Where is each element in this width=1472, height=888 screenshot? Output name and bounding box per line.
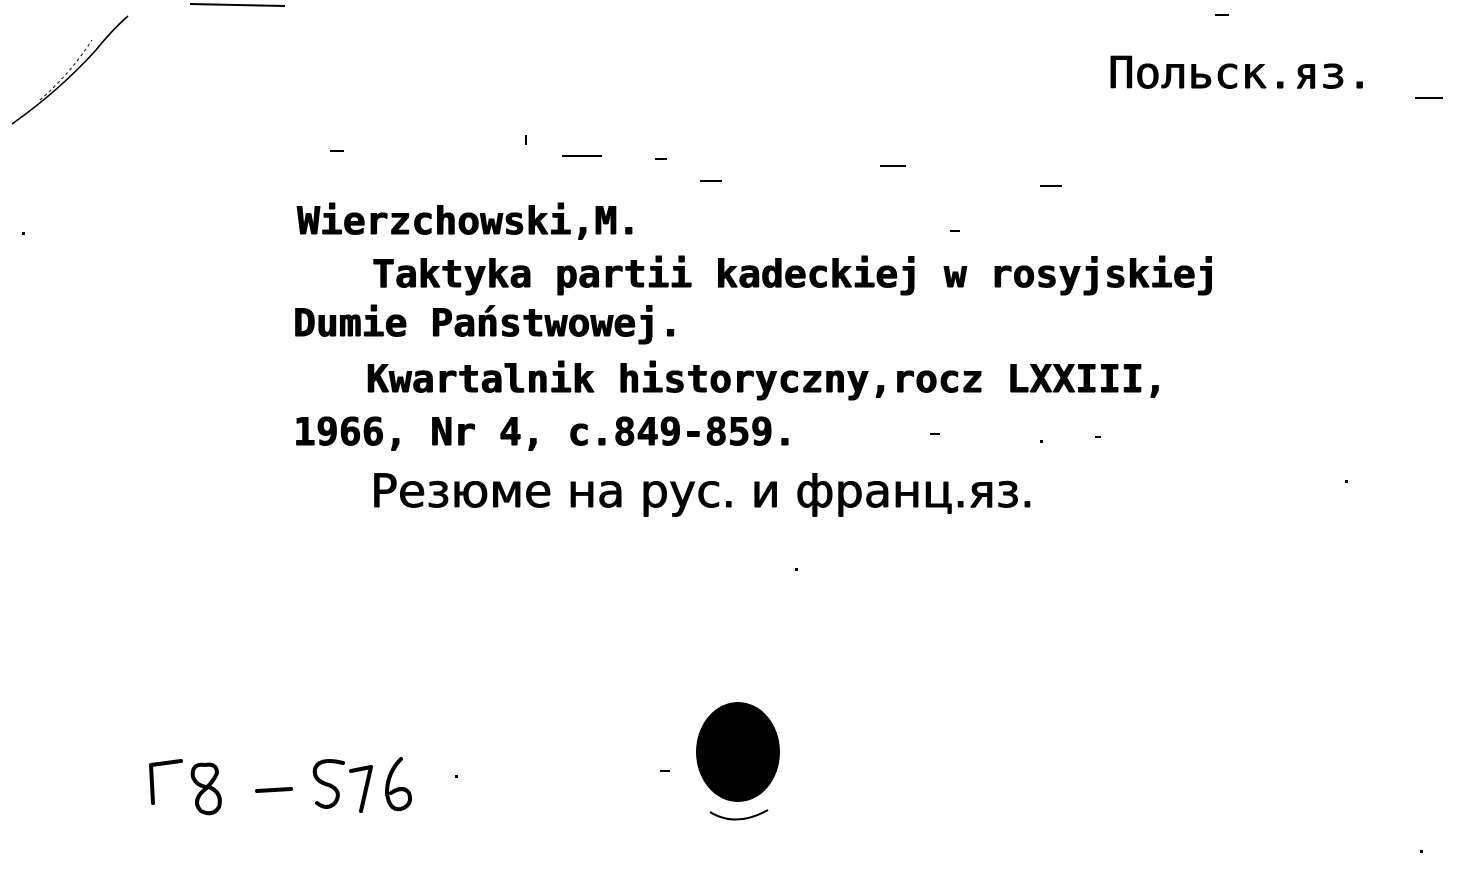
- article-title-line-1: Taktyka partii kadeckiej w rosyjskiej: [372, 252, 1219, 296]
- journal-source-line-2: 1966, Nr 4, c.849-859.: [293, 410, 797, 454]
- author-name: Wierzchowski,M.: [297, 199, 641, 243]
- punch-hole: [676, 700, 796, 830]
- article-title-line-2: Dumie Państwowej.: [293, 301, 682, 345]
- language-tag: Польск.яз.: [1108, 48, 1373, 99]
- resume-note: Резюме на рус. и франц.яз.: [370, 464, 1035, 518]
- journal-source-line-1: Kwartalnik historyczny,rocz LXXIII,: [366, 357, 1167, 401]
- handwritten-shelfmark: [143, 745, 423, 825]
